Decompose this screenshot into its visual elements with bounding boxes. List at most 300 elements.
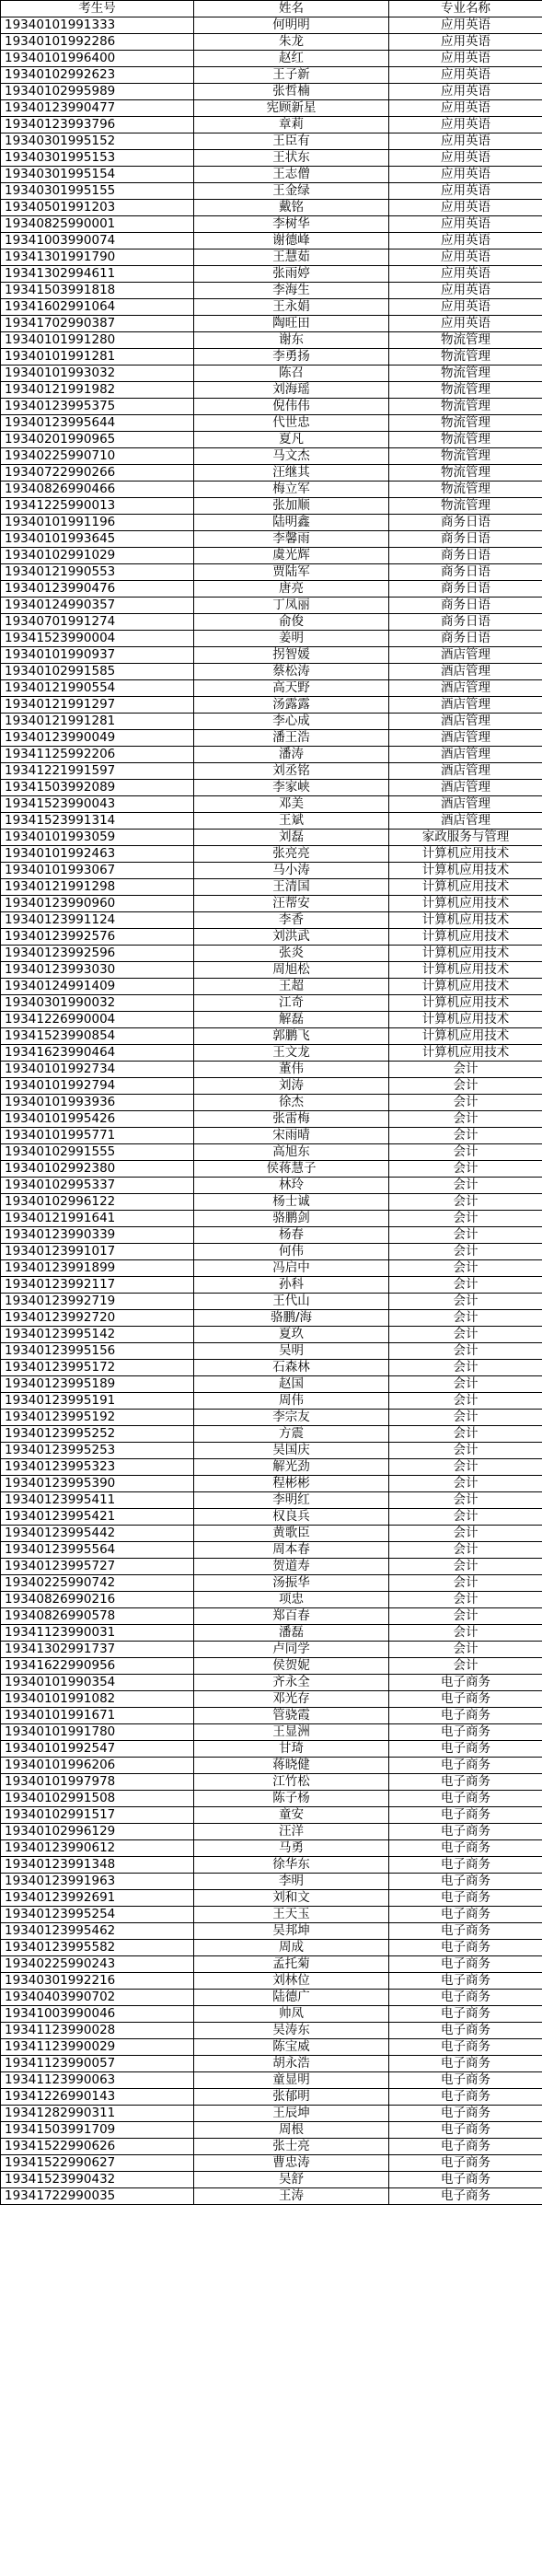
major-cell: 商务日语 xyxy=(389,564,542,581)
major-cell: 会计 xyxy=(389,1111,542,1128)
major-cell: 酒店管理 xyxy=(389,664,542,680)
table-row xyxy=(1,2023,542,2039)
major-cell: 物流管理 xyxy=(389,498,542,515)
table-row xyxy=(1,796,542,813)
exam-number-cell: 19340123995172 xyxy=(1,1360,194,1376)
table-row xyxy=(1,1559,542,1575)
major-cell: 应用英语 xyxy=(389,216,542,233)
exam-number-cell: 19341602991064 xyxy=(1,299,194,316)
table-row xyxy=(1,117,542,133)
major-cell: 应用英语 xyxy=(389,299,542,316)
exam-number-cell: 19340123990476 xyxy=(1,581,194,598)
name-cell: 王显洲 xyxy=(194,1724,389,1741)
exam-number-cell: 19340102991517 xyxy=(1,1807,194,1824)
major-cell: 电子商务 xyxy=(389,2106,542,2122)
name-cell: 王臣有 xyxy=(194,133,389,150)
exam-number-cell: 19340101991280 xyxy=(1,332,194,349)
table-row xyxy=(1,366,542,382)
table-row xyxy=(1,598,542,614)
table-row xyxy=(1,249,542,266)
major-cell: 酒店管理 xyxy=(389,796,542,813)
exam-number-cell: 19340123995323 xyxy=(1,1459,194,1476)
exam-number-cell: 19340101992286 xyxy=(1,34,194,51)
table-row xyxy=(1,1824,542,1840)
name-cell: 李宗友 xyxy=(194,1410,389,1426)
name-cell: 侯蒋慧子 xyxy=(194,1161,389,1178)
table-row xyxy=(1,515,542,531)
major-cell: 会计 xyxy=(389,1078,542,1095)
table-row xyxy=(1,1907,542,1923)
table-row xyxy=(1,2155,542,2172)
major-cell: 会计 xyxy=(389,1459,542,1476)
exam-number-cell: 19340123995192 xyxy=(1,1410,194,1426)
table-row xyxy=(1,1343,542,1360)
name-cell: 项忠 xyxy=(194,1592,389,1608)
table-row xyxy=(1,1973,542,1990)
major-cell: 会计 xyxy=(389,1410,542,1426)
table-row xyxy=(1,714,542,730)
name-cell: 杨春 xyxy=(194,1227,389,1244)
name-cell: 蔡松涛 xyxy=(194,664,389,680)
name-cell: 李香 xyxy=(194,912,389,929)
table-row xyxy=(1,415,542,432)
exam-number-cell: 19340123992117 xyxy=(1,1277,194,1294)
table-row xyxy=(1,2039,542,2056)
name-cell: 贺道寿 xyxy=(194,1559,389,1575)
name-cell: 甘琦 xyxy=(194,1741,389,1758)
major-cell: 电子商务 xyxy=(389,2056,542,2072)
major-cell: 电子商务 xyxy=(389,1890,542,1907)
name-cell: 吴舒 xyxy=(194,2172,389,2188)
major-cell: 计算机应用技术 xyxy=(389,1045,542,1062)
exam-number-cell: 19340123992691 xyxy=(1,1890,194,1907)
name-cell: 戴铭 xyxy=(194,200,389,216)
exam-number-cell: 19340101992547 xyxy=(1,1741,194,1758)
name-cell: 侯贺妮 xyxy=(194,1658,389,1675)
name-cell: 王慧茹 xyxy=(194,249,389,266)
exam-number-cell: 19340101993032 xyxy=(1,366,194,382)
exam-number-cell: 19340123991124 xyxy=(1,912,194,929)
name-cell: 李树华 xyxy=(194,216,389,233)
exam-number-cell: 19341221991597 xyxy=(1,763,194,780)
exam-number-cell: 19340101992463 xyxy=(1,846,194,863)
name-cell: 童安 xyxy=(194,1807,389,1824)
major-cell: 会计 xyxy=(389,1393,542,1410)
exam-number-cell: 19340121991982 xyxy=(1,382,194,399)
name-cell: 陆明鑫 xyxy=(194,515,389,531)
table-row xyxy=(1,614,542,631)
table-row xyxy=(1,67,542,84)
name-cell: 汪继其 xyxy=(194,465,389,482)
exam-number-cell: 19340101996206 xyxy=(1,1758,194,1774)
table-row xyxy=(1,830,542,846)
name-cell: 李明红 xyxy=(194,1492,389,1509)
major-cell: 应用英语 xyxy=(389,67,542,84)
name-cell: 王涛 xyxy=(194,2188,389,2205)
table-row xyxy=(1,1758,542,1774)
name-cell: 王超 xyxy=(194,979,389,995)
major-cell: 会计 xyxy=(389,1294,542,1310)
table-row xyxy=(1,133,542,150)
table-row xyxy=(1,100,542,117)
table-row xyxy=(1,863,542,879)
major-cell: 电子商务 xyxy=(389,1857,542,1874)
table-row xyxy=(1,1592,542,1608)
table-row xyxy=(1,1940,542,1956)
name-cell: 刘丞铭 xyxy=(194,763,389,780)
name-cell: 夏玖 xyxy=(194,1327,389,1343)
name-cell: 陆德广 xyxy=(194,1990,389,2006)
exam-number-cell: 19341226990004 xyxy=(1,1012,194,1028)
table-row xyxy=(1,1874,542,1890)
exam-number-cell: 19340123991899 xyxy=(1,1260,194,1277)
name-cell: 吴国庆 xyxy=(194,1443,389,1459)
name-cell: 张雷梅 xyxy=(194,1111,389,1128)
name-cell: 刘林位 xyxy=(194,1973,389,1990)
exam-number-cell: 19340121991297 xyxy=(1,697,194,714)
name-cell: 吴涛东 xyxy=(194,2023,389,2039)
exam-number-cell: 19340101992734 xyxy=(1,1062,194,1078)
name-cell: 吴邦坤 xyxy=(194,1923,389,1940)
table-row xyxy=(1,1575,542,1592)
name-cell: 张郁明 xyxy=(194,2089,389,2106)
major-cell: 酒店管理 xyxy=(389,730,542,747)
name-cell: 解磊 xyxy=(194,1012,389,1028)
major-cell: 物流管理 xyxy=(389,432,542,448)
exam-number-cell: 19340123992576 xyxy=(1,929,194,946)
name-cell: 汪洋 xyxy=(194,1824,389,1840)
major-cell: 电子商务 xyxy=(389,2155,542,2172)
major-cell: 电子商务 xyxy=(389,1874,542,1890)
exam-number-cell: 19340101996400 xyxy=(1,51,194,67)
name-cell: 徐华东 xyxy=(194,1857,389,1874)
exam-number-cell: 19340225990243 xyxy=(1,1956,194,1973)
table-row xyxy=(1,1625,542,1642)
table-row xyxy=(1,1890,542,1907)
major-cell: 电子商务 xyxy=(389,1741,542,1758)
major-cell: 应用英语 xyxy=(389,84,542,100)
name-cell: 王代山 xyxy=(194,1294,389,1310)
major-cell: 计算机应用技术 xyxy=(389,879,542,896)
exam-number-cell: 19340121990554 xyxy=(1,680,194,697)
major-cell: 电子商务 xyxy=(389,1675,542,1691)
exam-number-cell: 19340301992216 xyxy=(1,1973,194,1990)
major-cell: 会计 xyxy=(389,1327,542,1343)
table-row xyxy=(1,1675,542,1691)
name-cell: 徐杰 xyxy=(194,1095,389,1111)
major-cell: 会计 xyxy=(389,1509,542,1526)
table-row xyxy=(1,1211,542,1227)
name-cell: 拐智媛 xyxy=(194,647,389,664)
name-cell: 王金绿 xyxy=(194,183,389,200)
table-row xyxy=(1,1807,542,1824)
exam-number-cell: 19341523990004 xyxy=(1,631,194,647)
name-cell: 帅凤 xyxy=(194,2006,389,2023)
table-row xyxy=(1,2122,542,2139)
exam-number-cell: 19340102992623 xyxy=(1,67,194,84)
name-cell: 周本春 xyxy=(194,1542,389,1559)
exam-number-cell: 19340123993796 xyxy=(1,117,194,133)
major-cell: 计算机应用技术 xyxy=(389,929,542,946)
table-row xyxy=(1,150,542,167)
major-cell: 电子商务 xyxy=(389,2188,542,2205)
exam-number-cell: 19341123990029 xyxy=(1,2039,194,2056)
major-cell: 应用英语 xyxy=(389,34,542,51)
exam-number-cell: 19340123995253 xyxy=(1,1443,194,1459)
exam-number-cell: 19340101997978 xyxy=(1,1774,194,1791)
major-cell: 计算机应用技术 xyxy=(389,946,542,962)
name-cell: 姜明 xyxy=(194,631,389,647)
name-cell: 蒋晓健 xyxy=(194,1758,389,1774)
exam-number-cell: 19340102991029 xyxy=(1,548,194,564)
table-row xyxy=(1,2006,542,2023)
major-cell: 物流管理 xyxy=(389,366,542,382)
exam-number-cell: 19340102992380 xyxy=(1,1161,194,1178)
table-row xyxy=(1,399,542,415)
exam-number-cell: 19340123995189 xyxy=(1,1376,194,1393)
exam-number-cell: 19341523990432 xyxy=(1,2172,194,2188)
major-cell: 会计 xyxy=(389,1526,542,1542)
major-cell: 电子商务 xyxy=(389,1956,542,1973)
major-cell: 应用英语 xyxy=(389,51,542,67)
name-cell: 潘涛 xyxy=(194,747,389,763)
exam-number-cell: 19340301990032 xyxy=(1,995,194,1012)
exam-number-cell: 19340123990339 xyxy=(1,1227,194,1244)
exam-number-cell: 19341123990031 xyxy=(1,1625,194,1642)
major-cell: 会计 xyxy=(389,1227,542,1244)
name-cell: 江奇 xyxy=(194,995,389,1012)
exam-number-cell: 19340123992719 xyxy=(1,1294,194,1310)
name-cell: 王文龙 xyxy=(194,1045,389,1062)
name-cell: 林玲 xyxy=(194,1178,389,1194)
name-cell: 吴明 xyxy=(194,1343,389,1360)
major-cell: 会计 xyxy=(389,1095,542,1111)
name-cell: 王清国 xyxy=(194,879,389,896)
exam-number-cell: 19341622990956 xyxy=(1,1658,194,1675)
table-row xyxy=(1,2188,542,2205)
name-cell: 梅立军 xyxy=(194,482,389,498)
exam-number-cell: 19340101990937 xyxy=(1,647,194,664)
major-cell: 酒店管理 xyxy=(389,680,542,697)
name-cell: 王子新 xyxy=(194,67,389,84)
name-cell: 李心成 xyxy=(194,714,389,730)
table-row xyxy=(1,1608,542,1625)
major-cell: 酒店管理 xyxy=(389,647,542,664)
table-row xyxy=(1,1194,542,1211)
name-cell: 刘洪武 xyxy=(194,929,389,946)
table-row xyxy=(1,382,542,399)
exam-number-cell: 19341522990626 xyxy=(1,2139,194,2155)
exam-number-cell: 19340123995564 xyxy=(1,1542,194,1559)
table-row xyxy=(1,730,542,747)
exam-number-cell: 19340121991281 xyxy=(1,714,194,730)
name-cell: 朱龙 xyxy=(194,34,389,51)
exam-number-cell: 19340701991274 xyxy=(1,614,194,631)
major-cell: 会计 xyxy=(389,1211,542,1227)
name-cell: 王斌 xyxy=(194,813,389,830)
table-row xyxy=(1,631,542,647)
exam-number-cell: 19340123995390 xyxy=(1,1476,194,1492)
table-row xyxy=(1,1410,542,1426)
name-cell: 骆鹏剑 xyxy=(194,1211,389,1227)
name-cell: 周成 xyxy=(194,1940,389,1956)
table-row xyxy=(1,1492,542,1509)
exam-number-cell: 19340123991963 xyxy=(1,1874,194,1890)
table-row xyxy=(1,84,542,100)
major-cell: 会计 xyxy=(389,1178,542,1194)
name-cell: 杨士诚 xyxy=(194,1194,389,1211)
major-cell: 酒店管理 xyxy=(389,813,542,830)
major-cell: 物流管理 xyxy=(389,415,542,432)
name-cell: 管骁霞 xyxy=(194,1708,389,1724)
major-cell: 电子商务 xyxy=(389,2072,542,2089)
major-cell: 物流管理 xyxy=(389,332,542,349)
major-cell: 商务日语 xyxy=(389,598,542,614)
table-row xyxy=(1,1111,542,1128)
exam-number-cell: 19341123990057 xyxy=(1,2056,194,2072)
name-cell: 王辰坤 xyxy=(194,2106,389,2122)
table-row xyxy=(1,2106,542,2122)
major-cell: 计算机应用技术 xyxy=(389,995,542,1012)
table-row xyxy=(1,1062,542,1078)
table-row xyxy=(1,1791,542,1807)
exam-number-cell: 19340101991333 xyxy=(1,17,194,34)
exam-number-cell: 19341301991790 xyxy=(1,249,194,266)
exam-number-cell: 19340102996129 xyxy=(1,1824,194,1840)
major-cell: 会计 xyxy=(389,1161,542,1178)
table-row xyxy=(1,1327,542,1343)
exam-number-cell: 19341523990854 xyxy=(1,1028,194,1045)
name-cell: 齐永全 xyxy=(194,1675,389,1691)
table-row xyxy=(1,1509,542,1526)
major-cell: 应用英语 xyxy=(389,316,542,332)
name-cell: 权良兵 xyxy=(194,1509,389,1526)
name-cell: 王状东 xyxy=(194,150,389,167)
table-row xyxy=(1,1724,542,1741)
exam-number-cell: 19341123990028 xyxy=(1,2023,194,2039)
table-row xyxy=(1,780,542,796)
table-row xyxy=(1,896,542,912)
table-row xyxy=(1,564,542,581)
major-cell: 商务日语 xyxy=(389,531,542,548)
table-row xyxy=(1,349,542,366)
exam-number-cell: 19340123995644 xyxy=(1,415,194,432)
major-cell: 电子商务 xyxy=(389,1708,542,1724)
table-body xyxy=(1,17,542,2205)
major-cell: 应用英语 xyxy=(389,249,542,266)
exam-number-cell: 19340101995771 xyxy=(1,1128,194,1144)
name-cell: 潘磊 xyxy=(194,1625,389,1642)
table-row xyxy=(1,664,542,680)
exam-number-cell: 19341722990035 xyxy=(1,2188,194,2205)
name-cell: 张士亮 xyxy=(194,2139,389,2155)
name-cell: 曹忠涛 xyxy=(194,2155,389,2172)
table-row xyxy=(1,1426,542,1443)
exam-number-cell: 19341522990627 xyxy=(1,2155,194,2172)
exam-number-cell: 19340225990742 xyxy=(1,1575,194,1592)
name-cell: 高天野 xyxy=(194,680,389,697)
name-cell: 张亮亮 xyxy=(194,846,389,863)
name-cell: 李馨雨 xyxy=(194,531,389,548)
table-row xyxy=(1,498,542,515)
major-cell: 电子商务 xyxy=(389,1940,542,1956)
table-row xyxy=(1,316,542,332)
name-cell: 张炎 xyxy=(194,946,389,962)
exam-number-cell: 19340123995582 xyxy=(1,1940,194,1956)
major-cell: 电子商务 xyxy=(389,1923,542,1940)
major-cell: 物流管理 xyxy=(389,448,542,465)
major-cell: 电子商务 xyxy=(389,1973,542,1990)
major-cell: 会计 xyxy=(389,1625,542,1642)
exam-number-cell: 19340123995462 xyxy=(1,1923,194,1940)
name-cell: 赵国 xyxy=(194,1376,389,1393)
major-cell: 酒店管理 xyxy=(389,697,542,714)
table-row xyxy=(1,1028,542,1045)
header-name: 姓名 xyxy=(194,1,389,17)
exam-number-cell: 19340123995191 xyxy=(1,1393,194,1410)
major-cell: 电子商务 xyxy=(389,2122,542,2139)
major-cell: 会计 xyxy=(389,1642,542,1658)
exam-number-cell: 19340301995153 xyxy=(1,150,194,167)
major-cell: 会计 xyxy=(389,1277,542,1294)
table-row xyxy=(1,1741,542,1758)
name-cell: 何明明 xyxy=(194,17,389,34)
exam-number-cell: 19340102991585 xyxy=(1,664,194,680)
major-cell: 应用英语 xyxy=(389,150,542,167)
exam-number-cell: 19340101993936 xyxy=(1,1095,194,1111)
name-cell: 潘王浩 xyxy=(194,730,389,747)
major-cell: 会计 xyxy=(389,1559,542,1575)
table-row xyxy=(1,747,542,763)
major-cell: 电子商务 xyxy=(389,2139,542,2155)
major-cell: 物流管理 xyxy=(389,349,542,366)
name-cell: 刘海瑶 xyxy=(194,382,389,399)
name-cell: 卢同学 xyxy=(194,1642,389,1658)
name-cell: 郑百春 xyxy=(194,1608,389,1625)
major-cell: 电子商务 xyxy=(389,2039,542,2056)
name-cell: 周根 xyxy=(194,2122,389,2139)
major-cell: 计算机应用技术 xyxy=(389,1012,542,1028)
exam-number-cell: 19340124990357 xyxy=(1,598,194,614)
exam-number-cell: 19340102996122 xyxy=(1,1194,194,1211)
major-cell: 酒店管理 xyxy=(389,747,542,763)
exam-number-cell: 19340102995989 xyxy=(1,84,194,100)
major-cell: 应用英语 xyxy=(389,100,542,117)
exam-number-cell: 19340101993059 xyxy=(1,830,194,846)
table-row xyxy=(1,482,542,498)
table-row xyxy=(1,2139,542,2155)
major-cell: 计算机应用技术 xyxy=(389,863,542,879)
exam-number-cell: 19340123992720 xyxy=(1,1310,194,1327)
exam-number-cell: 19340123995727 xyxy=(1,1559,194,1575)
exam-number-cell: 19340121991298 xyxy=(1,879,194,896)
table-row xyxy=(1,1360,542,1376)
major-cell: 电子商务 xyxy=(389,1840,542,1857)
exam-number-cell: 19340102991508 xyxy=(1,1791,194,1807)
major-cell: 会计 xyxy=(389,1194,542,1211)
name-cell: 邓光存 xyxy=(194,1691,389,1708)
table-row xyxy=(1,1260,542,1277)
exam-number-cell: 19340102995337 xyxy=(1,1178,194,1194)
table-row xyxy=(1,2089,542,2106)
major-cell: 物流管理 xyxy=(389,465,542,482)
table-row xyxy=(1,332,542,349)
major-cell: 计算机应用技术 xyxy=(389,846,542,863)
name-cell: 宋雨晴 xyxy=(194,1128,389,1144)
major-cell: 电子商务 xyxy=(389,1824,542,1840)
header-exam-number: 考生号 xyxy=(1,1,194,17)
exam-number-cell: 19340101992794 xyxy=(1,1078,194,1095)
